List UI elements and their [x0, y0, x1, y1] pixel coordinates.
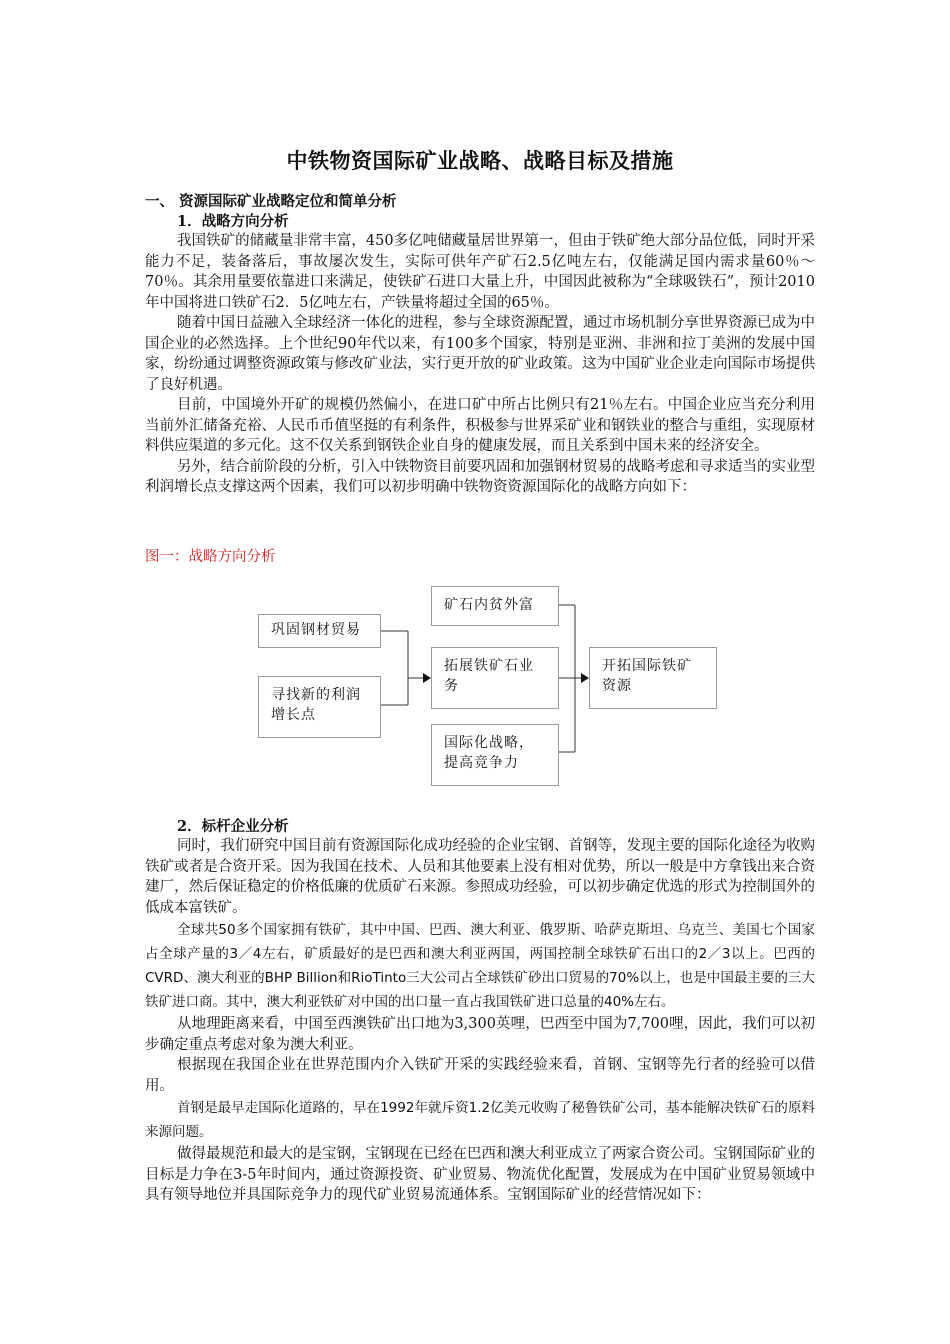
paragraph-iron-ore-countries: 全球共50多个国家拥有铁矿，其中中国、巴西、澳大利亚、俄罗斯、哈萨克斯坦、乌克兰、美国七个国家占全球产量的3／4左右，矿质最好的是巴西和澳大利亚两国，两国控制全球铁矿石出口的2／3以上。巴西的CVRD、澳大利亚的BHP Billion和RioTinto三大公司占全球铁矿砂出口贸易的70%以上，也是中国最主要的三大铁矿进口商。其中，澳大利亚铁矿对中国的出口量一直占我国铁矿进口总量的40%左右。 [145, 922, 815, 1010]
paragraph: 根据现在我国企业在世界范围内介入铁矿开采的实践经验来看，首钢、宝钢等先行者的经验可以借用。 [145, 1057, 815, 1094]
paragraph-shougang: 首钢是最早走国际化道路的，早在1992年就斥资1.2亿美元收购了秘鲁铁矿公司，基本能解决铁矿石的原料来源问题。 [145, 1100, 815, 1140]
paragraph: 从地理距离来看，中国至西澳铁矿出口地为3,300英哩，巴西至中国为7,700哩，因此，我们可以初步确定重点考虑对象为澳大利亚。 [145, 1016, 815, 1053]
diagram-box-consolidate-trade: 巩固钢材贸易 [258, 614, 381, 648]
paragraph: 随着中国日益融入全球经济一体化的进程，参与全球资源配置，通过市场机制分享世界资源已成为中国企业的必然选择。上个世纪90年代以来，有100多个国家，特别是亚洲、非洲和拉丁美洲的发展中国家，纷纷通过调整资源政策与修改矿业法，实行更开放的矿业政策。这为中国矿业企业走向国际市场提供了良好机遇。 [145, 315, 815, 393]
section-heading: 一、 资源国际矿业战略定位和简单分析 [145, 193, 397, 210]
paragraph: 同时，我们研究中国目前有资源国际化成功经验的企业宝钢、首钢等，发现主要的国际化途径为收购铁矿或者是合资开采。因为我国在技术、人员和其他要素上没有相对优势，所以一般是中方拿钱出来合资建厂，然后保证稳定的价格低廉的优质矿石来源。参照成功经验，可以初步确定优选的形式为控制国外的低成本富铁矿。 [145, 838, 815, 916]
paragraph: 我国铁矿的储藏量非常丰富，450多亿吨储藏量居世界第一，但由于铁矿绝大部分品位低，同时开采能力不足，装备落后，事故屡次发生，实际可供年产矿石2.5亿吨左右，仅能满足国内需求量60％～70％。其余用量要依靠进口来满足，使铁矿石进口大量上升，中国因此被称为“全球吸铁石”，预计2010年中国将进口铁矿石2．5亿吨左右，产铁量将超过全国的65％。 [145, 233, 815, 311]
paragraph: 另外，结合前阶段的分析，引入中铁物资目前要巩固和加强钢材贸易的战略考虑和寻求适当的实业型利润增长点支撑这两个因素，我们可以初步明确中铁物资资源国际化的战略方向如下： [145, 458, 815, 495]
diagram-box-develop-resources: 开拓国际铁矿资源 [589, 647, 717, 709]
paragraph: 目前，中国境外开矿的规模仍然偏小，在进口矿中所占比例只有21％左右。中国企业应当充分利用当前外汇储备充裕、人民币币值坚挺的有利条件，积极参与世界采矿业和钢铁业的整合与重组，实现原材料供应渠道的多元化。这不仅关系到钢铁企业自身的健康发展，而且关系到中国未来的经济安全。 [145, 397, 815, 454]
diagram-box-expand-ore: 拓展铁矿石业务 [431, 647, 559, 709]
subsection-heading-strategy: 1．战略方向分析 [177, 213, 289, 230]
diagram-box-ore-poor: 矿石内贫外富 [431, 586, 559, 626]
figure-caption: 图一：战略方向分析 [145, 549, 276, 565]
page-title: 中铁物资国际矿业战略、战略目标及措施 [286, 148, 674, 173]
diagram-box-internationalization: 国际化战略，提高竞争力 [431, 724, 559, 786]
benchmark-paragraphs [145, 836, 815, 1206]
diagram-box-new-profit: 寻找新的利润增长点 [258, 676, 381, 738]
paragraph: 做得最规范和最大的是宝钢，宝钢现在已经在巴西和澳大利亚成立了两家合资公司。宝钢国际矿业的目标是力争在3-5年时间内，通过资源投资、矿业贸易、物流优化配置，发展成为在中国矿业贸易领域中具有领导地位并具国际竞争力的现代矿业贸易流通体系。宝钢国际矿业的经营情况如下： [145, 1146, 815, 1203]
subsection-heading-benchmark: 2．标杆企业分析 [177, 818, 289, 835]
